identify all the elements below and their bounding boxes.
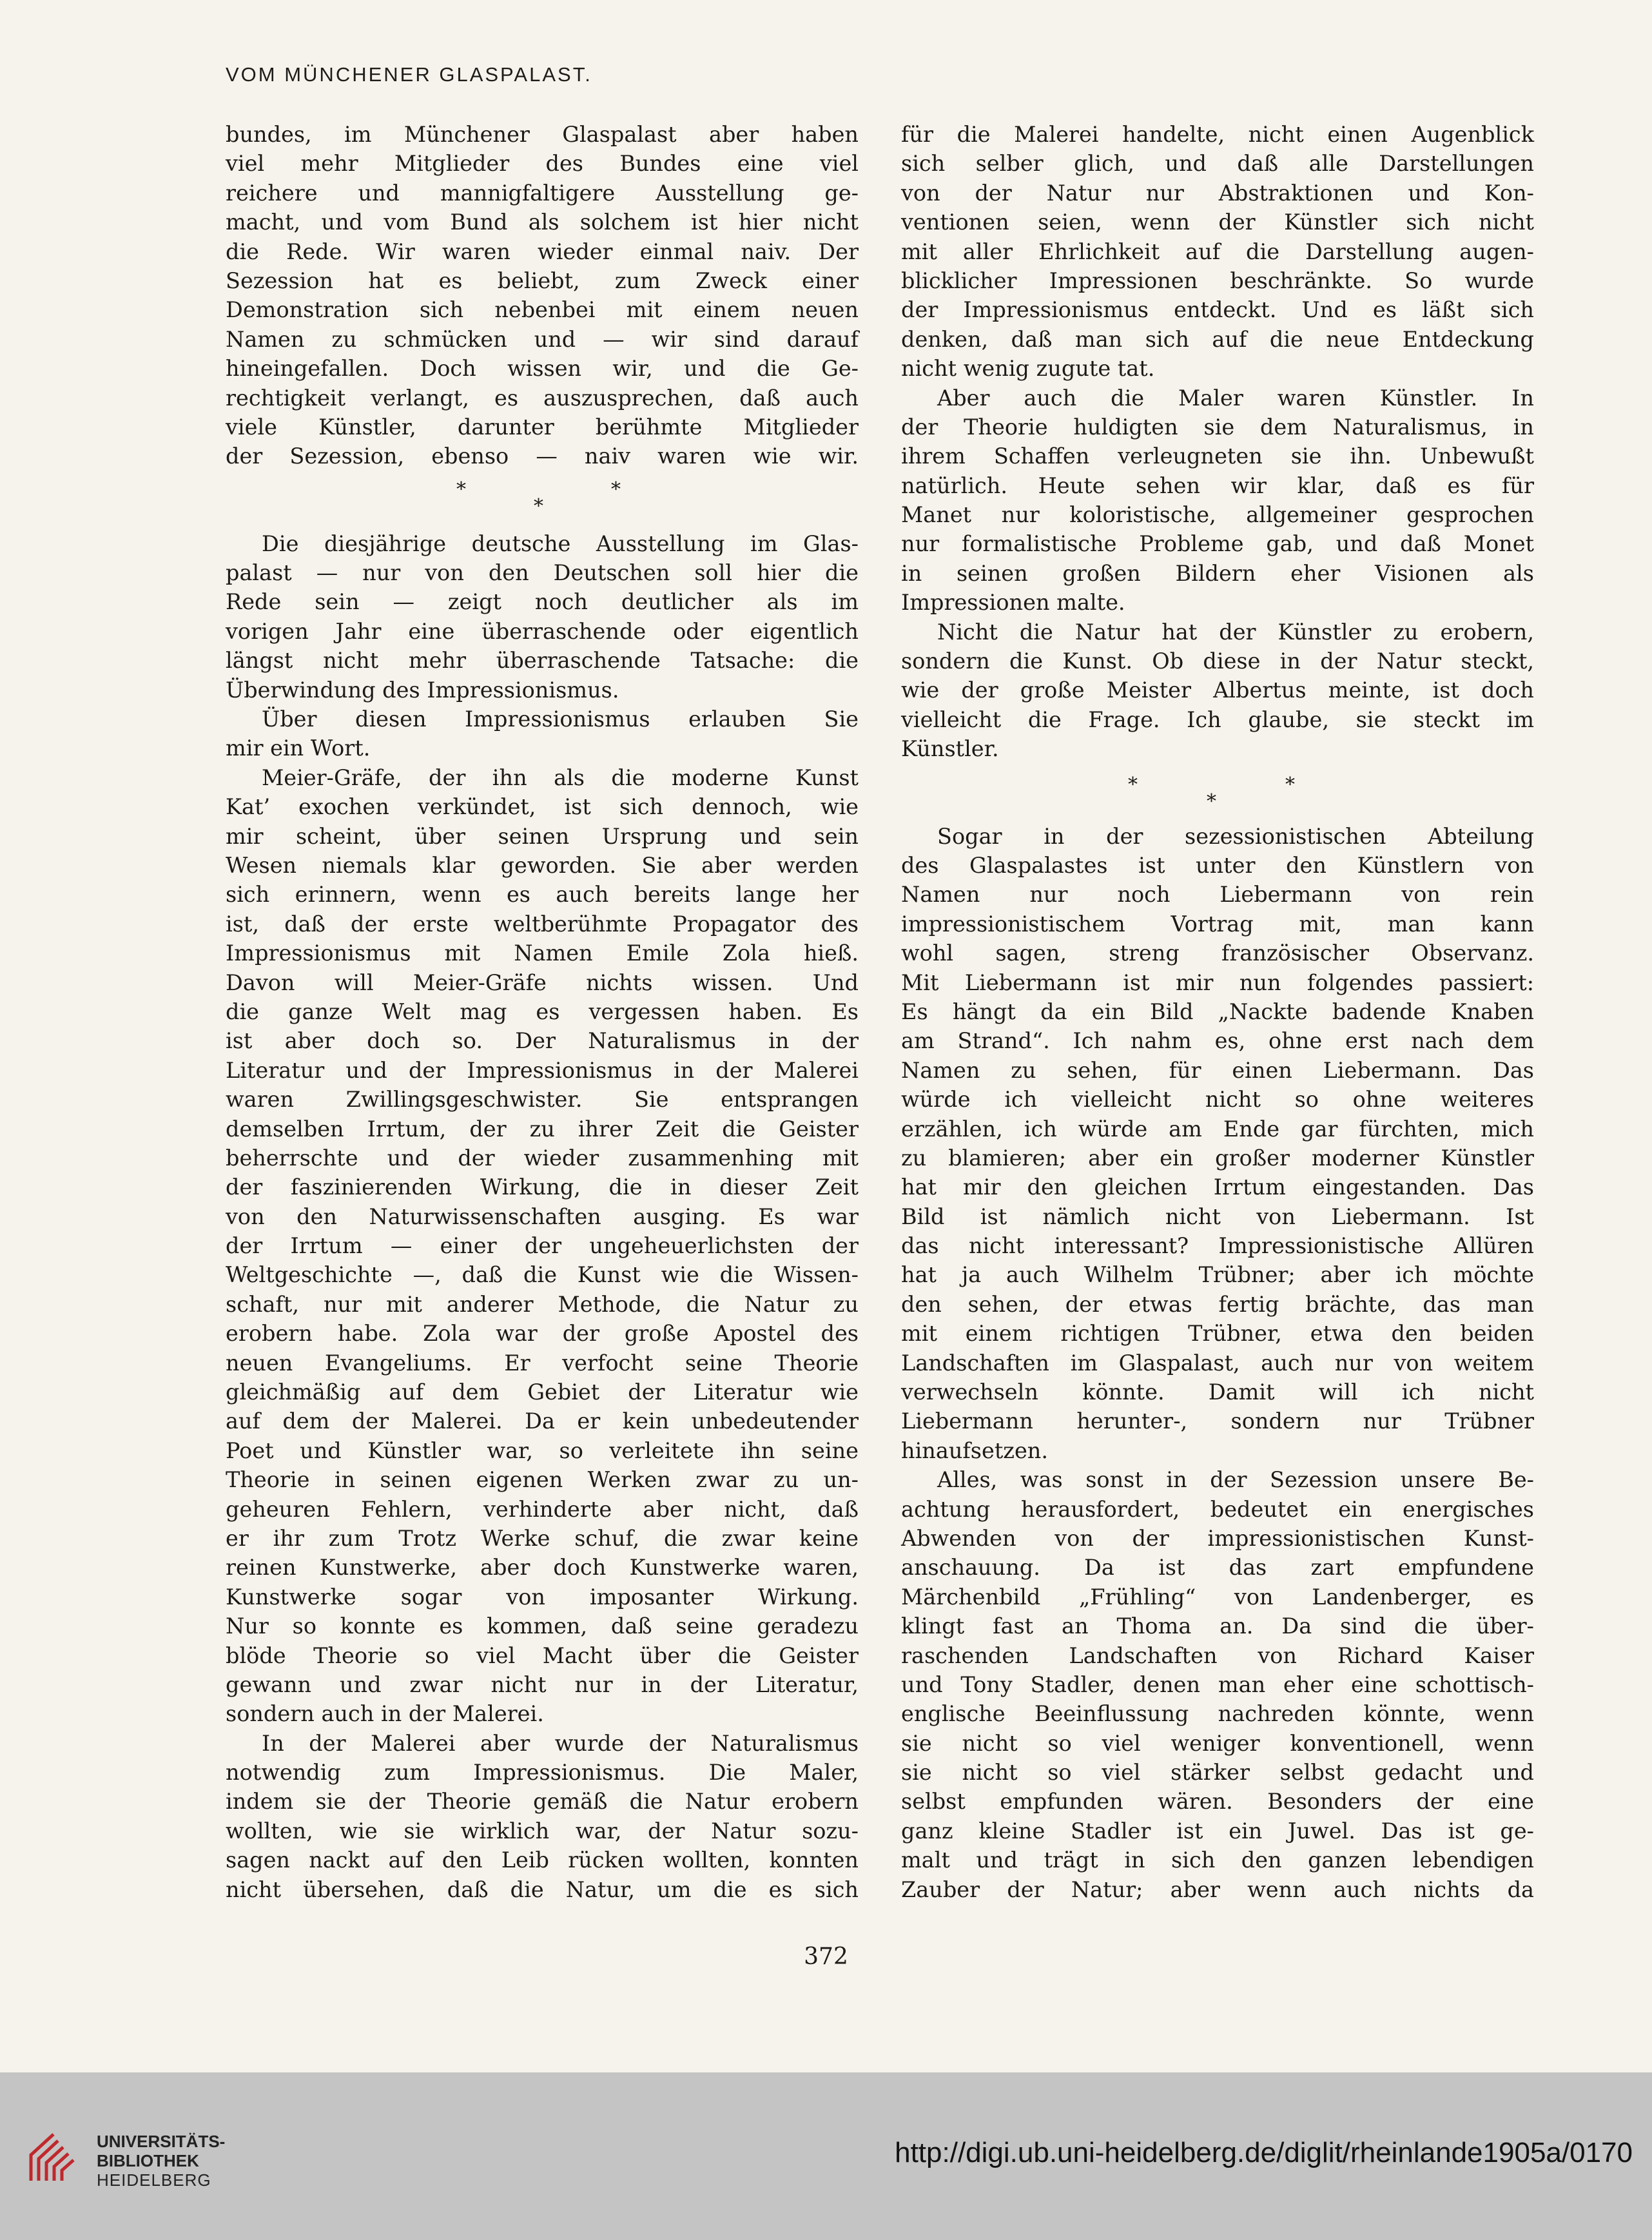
text-line: mit einem richtigen Trübner, etwa den beiden [901,1321,1534,1347]
text-line: englische Beeinflussung nachreden könnte, wenn [901,1701,1534,1727]
text-line: neuen Evangeliums. Er verfocht seine Theorie [226,1350,859,1376]
text-line: sie nicht so viel weniger konventionell, wenn [901,1730,1534,1756]
text-line: Wesen niemals klar geworden. Sie aber werden [226,852,859,878]
section-break-asterisks [226,471,859,529]
text-line: Meier-Gräfe, der ihn als die moderne Kunst [262,765,859,790]
text-line: Nicht die Natur hat der Künstler zu erobern, [937,619,1534,645]
text-line: Kat’ exochen verkündet, ist sich dennoch, wie [226,794,859,820]
text-line: das nicht interessant? Impressionistische Allüren [901,1233,1534,1259]
text-line: und Tony Stadler, denen man eher eine schottisch- [901,1671,1534,1697]
text-line: anschauung. Da ist das zart empfundene [901,1555,1534,1581]
page-header: VOM MÜNCHENER GLASPALAST. [226,63,592,86]
text-line: rechtigkeit verlangt, es auszusprechen, daß auch [226,385,859,411]
text-line: Impressionismus mit Namen Emile Zola hieß. [226,940,859,966]
text-line: bundes, im Münchener Glaspalast aber haben [226,122,859,147]
right-column [901,120,1534,1904]
text-line: nicht übersehen, daß die Natur, um die es sich [226,1876,859,1902]
text-line: am Strand“. Ich nahm es, ohne erst nach dem [901,1028,1534,1054]
text-line: den sehen, der etwas fertig brächte, das man [901,1291,1534,1317]
text-line: ist aber doch so. Der Naturalismus in der [226,1028,859,1054]
text-line: reinen Kunstwerke, aber doch Kunstwerke waren, [226,1555,859,1581]
page-number: 372 [804,1943,848,1970]
text-line: mir scheint, über seinen Ursprung und sein [226,823,859,849]
text-line: zu blamieren; aber ein großer moderner Künstler [901,1145,1534,1171]
text-line: notwendig zum Impressionismus. Die Maler, [226,1760,859,1786]
text-line: Überwindung des Impressionismus. [226,677,619,703]
text-line: erzählen, ich würde am Ende gar fürchten, mich [901,1116,1534,1142]
section-break-asterisks [901,764,1534,822]
left-column [226,120,859,1904]
text-line: hat mir den gleichen Irrtum eingestanden. Das [901,1174,1534,1200]
library-name-line2: BIBLIOTHEK [97,2151,199,2170]
asterisk: * [534,494,543,518]
text-line: schaft, nur mit anderer Methode, die Natur zu [226,1291,859,1317]
text-line: wie der große Meister Albertus meinte, ist doch [901,677,1534,703]
text-line: beherrschte und der wieder zusammenhing mit [226,1145,859,1171]
text-line: vielleicht die Frage. Ich glaube, sie steckt im [901,706,1534,732]
text-line: Alles, was sonst in der Sezession unsere Be- [937,1467,1534,1493]
text-line: Märchenbild „Frühling“ von Landenberger, es [901,1584,1534,1610]
text-line: blöde Theorie so viel Macht über die Geister [226,1642,859,1668]
text-line: der Sezession, ebenso — naiv waren wie wir. [226,443,859,469]
text-line: hat ja auch Wilhelm Trübner; aber ich möchte [901,1262,1534,1288]
text-line: raschenden Landschaften von Richard Kaiser [901,1642,1534,1668]
text-line: der Theorie huldigten sie dem Naturalismus, in [901,414,1534,440]
text-line: demselben Irrtum, der zu ihrer Zeit die Geister [226,1116,859,1142]
digitization-footer [0,2072,1652,2240]
text-line: ganz kleine Stadler ist ein Juwel. Das ist ge- [901,1818,1534,1844]
text-line: Namen nur noch Liebermann von rein [901,882,1534,908]
text-line: Kunstwerke sogar von imposanter Wirkung. [226,1584,859,1610]
text-line: vorigen Jahr eine überraschende oder eigentlich [226,618,859,644]
text-line: gewann und zwar nicht nur in der Literatur, [226,1671,859,1697]
text-line: palast — nur von den Deutschen soll hier die [226,560,859,586]
text-line: viele Künstler, darunter berühmte Mitglieder [226,414,859,440]
asterisk: * [456,478,466,501]
text-line: waren Zwillingsgeschwister. Sie entsprangen [226,1087,859,1113]
asterisk: * [611,478,621,501]
text-line: denken, daß man sich auf die neue Entdeckung [901,326,1534,352]
text-line: malt und trägt in sich den ganzen lebendigen [901,1847,1534,1873]
library-name-line3: HEIDELBERG [97,2170,211,2190]
text-line: Demonstration sich nebenbei mit einem neuen [226,297,859,323]
text-line: hinaufsetzen. [901,1437,1048,1463]
text-line: selbst empfunden wären. Besonders der eine [901,1789,1534,1815]
text-line: längst nicht mehr überraschende Tatsache: die [226,648,859,674]
text-line: ihrem Schaffen verleugneten sie ihn. Unbewußt [901,443,1534,469]
text-line: Die diesjährige deutsche Ausstellung im Glas- [262,531,859,556]
text-line: Aber auch die Maler waren Künstler. In [937,385,1534,411]
text-line: Namen zu schmücken und — wir sind darauf [226,326,859,352]
text-line: der faszinierenden Wirkung, die in dieser Zeit [226,1174,859,1200]
text-line: macht, und vom Bund als solchem ist hier nicht [226,209,859,235]
text-line: würde ich vielleicht nicht so ohne weiteres [901,1087,1534,1113]
text-line: indem sie der Theorie gemäß die Natur erobern [226,1789,859,1815]
text-line: Manet nur koloristische, allgemeiner gesprochen [901,502,1534,528]
text-line: hineingefallen. Doch wissen wir, und die Ge- [226,356,859,382]
text-line: der Irrtum — einer der ungeheuerlichsten der [226,1233,859,1259]
text-line: sich selber glich, und daß alle Darstellungen [901,151,1534,177]
text-line: mir ein Wort. [226,735,371,761]
text-line: In der Malerei aber wurde der Naturalismus [262,1730,859,1756]
text-line: nur formalistische Probleme gab, und daß Monet [901,531,1534,557]
text-line: impressionistischem Vortrag mit, man kann [901,911,1534,937]
text-line: Landschaften im Glaspalast, auch nur von weitem [901,1350,1534,1376]
text-line: Literatur und der Impressionismus in der Malerei [226,1057,859,1083]
text-line: von den Naturwissenschaften ausging. Es war [226,1203,859,1229]
text-line: viel mehr Mitglieder des Bundes eine viel [226,151,859,177]
text-line: ist, daß der erste weltberühmte Propagator des [226,911,859,937]
text-line: Künstler. [901,736,999,762]
text-line: wollten, wie sie wirklich war, der Natur sozu- [226,1818,859,1844]
text-line: die ganze Welt mag es vergessen haben. Es [226,998,859,1024]
text-line: Liebermann herunter-, sondern nur Trübner [901,1408,1534,1434]
text-line: von der Natur nur Abstraktionen und Kon- [901,180,1534,206]
text-line: Davon will Meier-Gräfe nichts wissen. Und [226,969,859,995]
text-line: Abwenden von der impressionistischen Kunst- [901,1525,1534,1551]
library-name-line1: UNIVERSITÄTS- [97,2132,226,2151]
text-line: natürlich. Heute sehen wir klar, daß es für [901,472,1534,498]
text-line: erobern habe. Zola war der große Apostel des [226,1321,859,1347]
text-line: Poet und Künstler war, so verleitete ihn seine [226,1437,859,1463]
text-line: die Rede. Wir waren wieder einmal naiv. Der [226,239,859,264]
text-line: in seinen großen Bildern eher Visionen als [901,560,1534,586]
text-line: ventionen seien, wenn der Künstler sich nicht [901,209,1534,235]
library-logo-icon [24,2129,89,2187]
text-line: achtung herausfordert, bedeutet ein energisches [901,1496,1534,1522]
text-line: Es hängt da ein Bild „Nackte badende Knaben [901,998,1534,1024]
library-name [97,2132,225,2190]
asterisk: * [1207,790,1216,813]
text-line: mit aller Ehrlichkeit auf die Darstellung augen- [901,239,1534,264]
text-line: sondern die Kunst. Ob diese in der Natur steckt, [901,648,1534,674]
text-line: Sezession hat es beliebt, zum Zweck einer [226,268,859,293]
text-line: nicht wenig zugute tat. [901,356,1155,382]
text-line: Bild ist nämlich nicht von Liebermann. Ist [901,1203,1534,1229]
source-url-link[interactable]: http://digi.ub.uni-heidelberg.de/diglit/rheinlande1905a/0170 [895,2137,1633,2168]
text-line: er ihr zum Trotz Werke schuf, die zwar keine [226,1525,859,1551]
text-line: Sogar in der sezessionistischen Abteilung [937,823,1534,849]
asterisk: * [1128,773,1138,796]
text-line: Nur so konnte es kommen, daß seine geradezu [226,1613,859,1639]
text-line: des Glaspalastes ist unter den Künstlern von [901,852,1534,878]
text-line: blicklicher Impressionen beschränkte. So wurde [901,268,1534,293]
text-line: der Impressionismus entdeckt. Und es läßt sich [901,297,1534,323]
text-line: Rede sein — zeigt noch deutlicher als im [226,589,859,615]
text-line: Weltgeschichte —, daß die Kunst wie die Wissen- [226,1262,859,1288]
text-line: Über diesen Impressionismus erlauben Sie [262,706,859,732]
asterisk: * [1285,773,1295,796]
text-line: sie nicht so viel stärker selbst gedacht und [901,1760,1534,1786]
text-line: klingt fast an Thoma an. Da sind die über- [901,1613,1534,1639]
text-line: sich erinnern, wenn es auch bereits lange her [226,882,859,908]
text-line: Theorie in seinen eigenen Werken zwar zu un- [226,1467,859,1493]
text-line: auf dem der Malerei. Da er kein unbedeutender [226,1408,859,1434]
text-line: sondern auch in der Malerei. [226,1701,544,1727]
text-line: wohl sagen, streng französischer Observanz. [901,940,1534,966]
text-line: Namen zu sehen, für einen Liebermann. Das [901,1057,1534,1083]
text-line: für die Malerei handelte, nicht einen Augenblick [901,122,1534,147]
text-line: Mit Liebermann ist mir nun folgendes passiert: [901,969,1534,995]
text-line: Zauber der Natur; aber wenn auch nichts da [901,1876,1534,1902]
text-line: geheuren Fehlern, verhinderte aber nicht, daß [226,1496,859,1522]
text-line: reichere und mannigfaltigere Ausstellung ge- [226,180,859,206]
text-line: verwechseln könnte. Damit will ich nicht [901,1379,1534,1405]
text-line: Impressionen malte. [901,590,1125,616]
text-line: sagen nackt auf den Leib rücken wollten, konnten [226,1847,859,1873]
text-line: gleichmäßig auf dem Gebiet der Literatur wie [226,1379,859,1405]
